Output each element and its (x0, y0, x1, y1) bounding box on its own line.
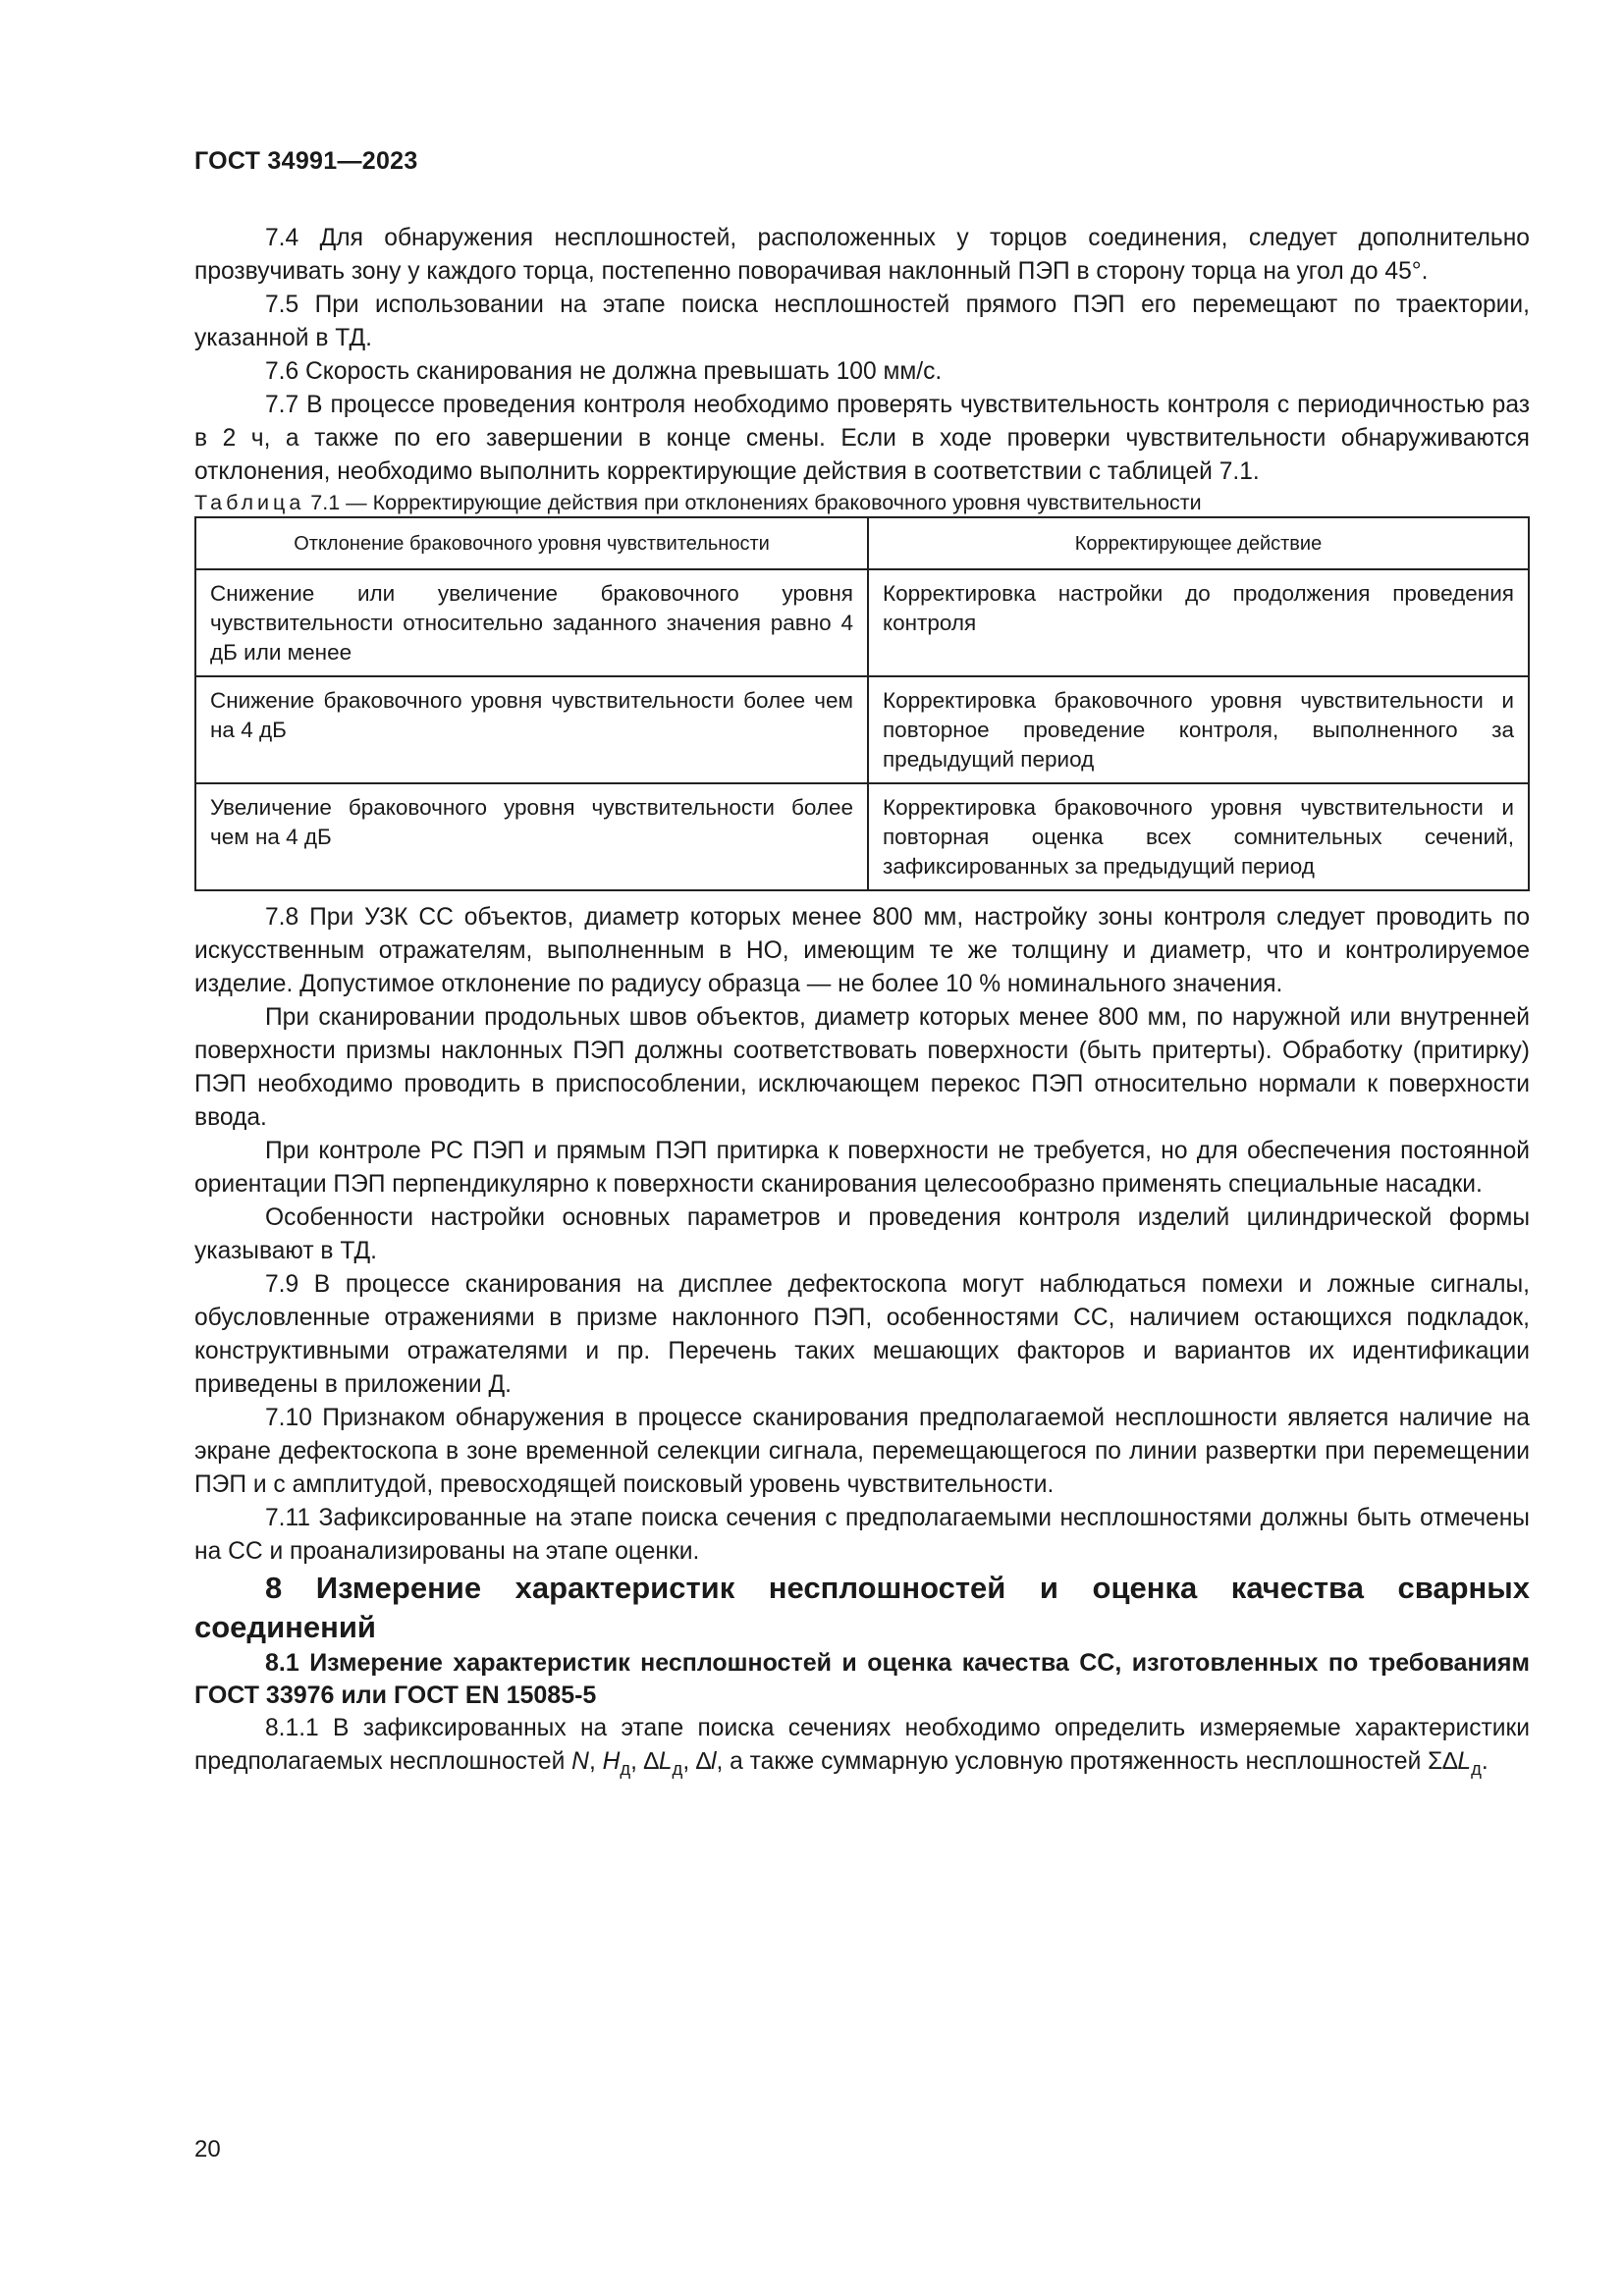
document-body (194, 222, 1530, 1786)
table-cell: Корректировка браковочного уровня чувствительности и повторное проведение контроля, выполненного за предыдущий период (868, 676, 1529, 783)
subscript-d: д (620, 1757, 631, 1779)
table-cell: Корректировка браковочного уровня чувствительности и повторная оценка всех сомнительных сечений, зафиксированных за предыдущий период (868, 783, 1529, 890)
table-cell: Корректировка настройки до продолжения проведения контроля (868, 569, 1529, 676)
paragraph-7-7: 7.7 В процессе проведения контроля необходимо проверять чувствительность контроля с периодичностью раз в 2 ч, а также по его завершении в конце смены. Если в ходе проверки чувствительности обнаруживаются отклонения, необходимо выполнить корректирующие действия в соответствии с таблицей 7.1. (194, 392, 1530, 485)
paragraph-7-8: 7.8 При УЗК СС объектов, диаметр которых менее 800 мм, настройку зоны контроля следует проводить по искусственным отражателям, выполненным в НО, имеющим те же толщину и диаметр, что и контролируемое изделие. Допустимое отклонение по радиусу образца — не более 10 % номинального значения. (194, 904, 1530, 997)
text-span: . (1481, 1748, 1489, 1775)
paragraph-7-8-features: Особенности настройки основных параметров и проведения контроля изделий цилиндрической формы указывают в ТД. (194, 1204, 1530, 1264)
table-header-cell: Корректирующее действие (868, 517, 1529, 569)
paragraph-7-5: 7.5 При использовании на этапе поиска несплошностей прямого ПЭП его перемещают по траектории, указанной в ТД. (194, 292, 1530, 351)
page-number: 20 (194, 2136, 221, 2163)
variable-l: L (1457, 1748, 1472, 1775)
subsection-heading-8-1: 8.1 Измерение характеристик несплошностей и оценка качества СС, изготовленных по требованиям ГОСТ 33976 или ГОСТ EN 15085-5 (194, 1649, 1530, 1709)
variable-h: H (602, 1748, 621, 1775)
table-cell: Снижение или увеличение браковочного уровня чувствительности относительно заданного значения равно 4 дБ или менее (195, 569, 868, 676)
subscript-d: д (672, 1757, 683, 1779)
table-row (195, 569, 1529, 676)
section-heading-8: 8 Измерение характеристик несплошностей и оценка качества сварных соединений (194, 1571, 1530, 1644)
paragraph-7-6: 7.6 Скорость сканирования не должна превышать 100 мм/с. (265, 358, 943, 385)
paragraph-7-10: 7.10 Признаком обнаружения в процессе сканирования предполагаемой несплошности является наличие на экране дефектоскопа в зоне временной селекции сигнала, перемещающегося по линии развертки при перемещении ПЭП и с амплитудой, превосходящей поисковый уровень чувствительности. (194, 1405, 1530, 1498)
table-cell: Увеличение браковочного уровня чувствительности более чем на 4 дБ (195, 783, 868, 890)
paragraph-7-4: 7.4 Для обнаружения несплошностей, расположенных у торцов соединения, следует дополнительно прозвучивать зону у каждого торца, постепенно поворачивая наклонный ПЭП в сторону торца на угол до 45°. (194, 225, 1530, 285)
text-span: , ∆ (630, 1748, 659, 1775)
paragraph-8-1-1 (194, 1712, 1530, 1786)
variable-l: L (658, 1748, 673, 1775)
table-caption-label: Таблица (194, 491, 305, 514)
table-caption (194, 489, 1530, 516)
text-span: , ∆ (682, 1748, 712, 1775)
paragraph-7-9: 7.9 В процессе сканирования на дисплее дефектоскопа могут наблюдаться помехи и ложные сигналы, обусловленные отражениями в призме наклонного ПЭП, особенностями СС, наличием остающихся подкладок, конструктивными отражателями и пр. Перечень таких мешающих факторов и вариантов их идентификации приведены в приложении Д. (194, 1271, 1530, 1398)
text-span: 8.1.1 В зафиксированных на этапе поиска сечениях необходимо определить измеряемые характеристики предполагаемых несплошностей (194, 1715, 1530, 1775)
text-span: , (588, 1748, 603, 1775)
table-row (195, 783, 1529, 890)
table-cell: Снижение браковочного уровня чувствительности более чем на 4 дБ (195, 676, 868, 783)
text-span: , а также суммарную условную протяженность несплошностей Σ∆ (716, 1748, 1458, 1775)
paragraph-7-8-control: При контроле РС ПЭП и прямым ПЭП притирка к поверхности не требуется, но для обеспечения постоянной ориентации ПЭП перпендикулярно к поверхности сканирования целесообразно применять специальные насадки. (194, 1138, 1530, 1198)
table-row (195, 676, 1529, 783)
document-header: ГОСТ 34991—2023 (194, 147, 418, 175)
paragraph-7-8-scanning: При сканировании продольных швов объектов, диаметр которых менее 800 мм, по наружной или внутренней поверхности призмы наклонных ПЭП должны соответствовать поверхности (быть притерты). Обработку (притирку) ПЭП необходимо проводить в приспособлении, исключающем перекос ПЭП относительно нормали к поверхности ввода. (194, 1004, 1530, 1131)
variable-n: N (571, 1748, 589, 1775)
subscript-d: д (1471, 1757, 1482, 1779)
table-header-cell: Отклонение браковочного уровня чувствительности (195, 517, 868, 569)
table-header-row (195, 517, 1529, 569)
variable-small-l: l (711, 1748, 717, 1775)
table-caption-text: 7.1 — Корректирующие действия при отклонениях браковочного уровня чувствительности (310, 491, 1202, 514)
corrective-actions-table (194, 516, 1530, 891)
paragraph-7-11: 7.11 Зафиксированные на этапе поиска сечения с предполагаемыми несплошностями должны быть отмечены на СС и проанализированы на этапе оценки. (194, 1505, 1530, 1565)
